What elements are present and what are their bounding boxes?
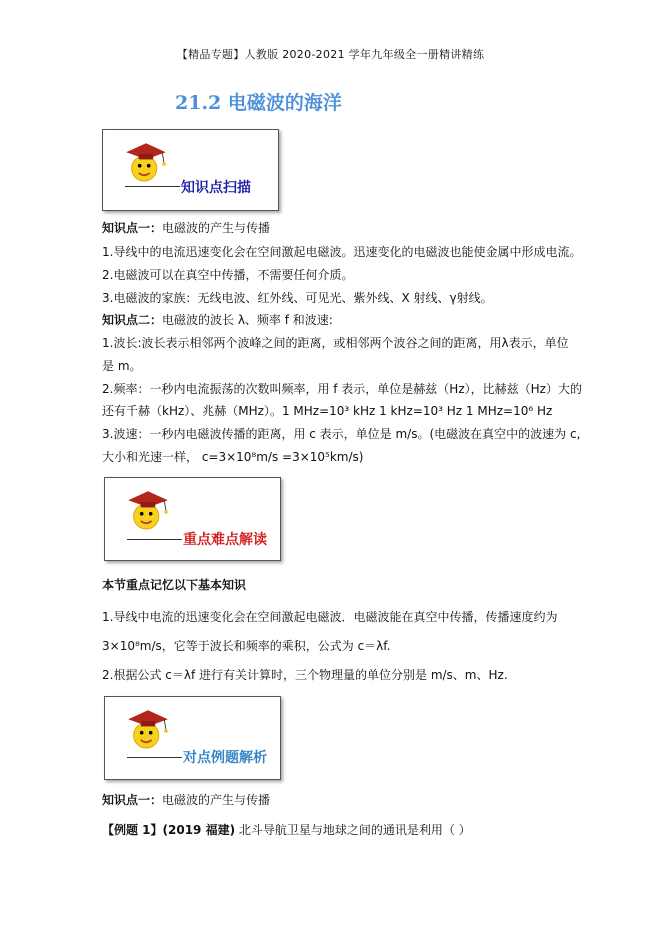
section-heading-2: 知识点二：电磁波的波长 λ、频率 f 和波速: [102, 313, 333, 327]
text-line: 还有千赫（kHz）、兆赫（MHz）。1 MHz=10³ kHz 1 kHz=10³ Hz 1 MHz=10⁶ Hz [102, 404, 553, 418]
banner-label: 重点难点解读 [183, 532, 267, 548]
text-line: 是 m。 [102, 359, 142, 373]
text-line: 2.根据公式 c＝λf 进行有关计算时，三个物理量的单位分别是 m/s、m、Hz. [102, 668, 508, 682]
text-line: 1.波长:波长表示相邻两个波峰之间的距离，或相邻两个波谷之间的距离，用λ表示，单位 [102, 336, 569, 350]
text-line: 3.电磁波的家族：无线电波、红外线、可见光、紫外线、X 射线、γ射线。 [102, 291, 493, 305]
banner-label: 知识点扫描 [181, 180, 251, 196]
text-line: 3×10⁸m/s，它等于波长和频率的乘积，公式为 c＝λf. [102, 639, 391, 653]
text-line: 2.电磁波可以在真空中传播，不需要任何介质。 [102, 268, 354, 282]
banner-example-analysis [104, 696, 281, 780]
text-line: 1.导线中的电流迅速变化会在空间激起电磁波。迅速变化的电磁波也能使金属中形成电流。 [102, 245, 582, 259]
banner-knowledge-scan [102, 129, 279, 211]
text-line: 1.导线中电流的迅速变化会在空间激起电磁波．电磁波能在真空中传播，传播速度约为 [102, 610, 558, 624]
page-title: 21.2 电磁波的海洋 [175, 92, 342, 114]
graduate-mascot-icon [119, 136, 173, 190]
banner-label: 对点例题解析 [183, 750, 267, 766]
text-line: 3.波速：一秒内电磁波传播的距离，用 c 表示，单位是 m/s。(电磁波在真空中的波速为 c, [102, 427, 581, 441]
example-question: 【例题 1】(2019 福建) 北斗导航卫星与地球之间的通讯是利用（ ） [102, 823, 471, 837]
banner-key-points [104, 477, 281, 561]
section-heading-1: 知识点一：电磁波的产生与传播 [102, 221, 271, 235]
text-line: 大小和光速一样， c=3×10⁸m/s =3×10⁵km/s) [102, 450, 364, 464]
graduate-mascot-icon [121, 703, 175, 757]
graduate-mascot-icon [121, 484, 175, 538]
text-line: 2.频率：一秒内电流振荡的次数叫频率，用 f 表示，单位是赫兹（Hz），比赫兹（Hz）大的 [102, 382, 582, 396]
page-header: 【精品专题】人教版 2020-2021 学年九年级全一册精讲精练 [176, 48, 485, 61]
section-heading-4: 知识点一：电磁波的产生与传播 [102, 793, 271, 807]
section-heading-3: 本节重点记忆以下基本知识 [102, 578, 247, 592]
